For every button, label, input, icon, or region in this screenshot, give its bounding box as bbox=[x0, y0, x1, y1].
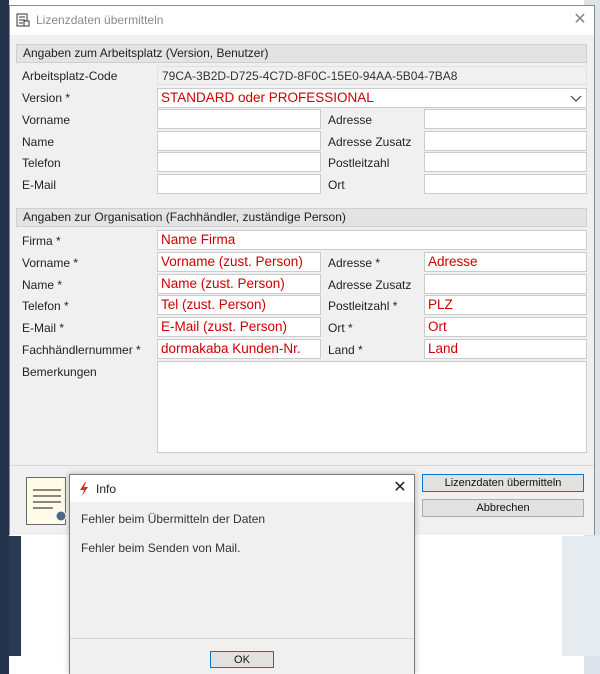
telefon-field[interactable] bbox=[157, 152, 321, 172]
certificate-icon bbox=[26, 477, 66, 525]
org-adresse-zusatz-label: Adresse Zusatz bbox=[328, 278, 412, 292]
info-title-bar bbox=[70, 475, 414, 502]
name-field[interactable] bbox=[157, 131, 321, 151]
org-vorname-label: Vorname * bbox=[22, 256, 79, 270]
telefon-label: Telefon bbox=[22, 156, 61, 170]
form-icon bbox=[16, 13, 30, 27]
vorname-field[interactable] bbox=[157, 109, 321, 129]
org-name-field[interactable]: Name (zust. Person) bbox=[157, 274, 321, 294]
firma-field[interactable]: Name Firma bbox=[157, 230, 587, 250]
adresse-zusatz-field[interactable] bbox=[424, 131, 587, 151]
firma-label: Firma * bbox=[22, 234, 61, 248]
org-postleitzahl-field[interactable]: PLZ bbox=[424, 295, 587, 315]
org-telefon-label: Telefon * bbox=[22, 299, 69, 313]
section-organisation-header: Angaben zur Organisation (Fachhändler, zuständige Person) bbox=[16, 208, 587, 227]
cancel-button[interactable]: Abbrechen bbox=[422, 499, 584, 517]
lightning-icon bbox=[79, 482, 89, 496]
org-name-label: Name * bbox=[22, 278, 63, 292]
ort-field[interactable] bbox=[424, 174, 587, 194]
org-email-field[interactable]: E-Mail (zust. Person) bbox=[157, 317, 321, 337]
org-postleitzahl-label: Postleitzahl * bbox=[328, 299, 398, 313]
org-ort-label: Ort * bbox=[328, 321, 353, 335]
ort-label: Ort bbox=[328, 178, 345, 192]
org-adresse-zusatz-field[interactable] bbox=[424, 274, 587, 294]
bemerkungen-label: Bemerkungen bbox=[22, 365, 97, 379]
version-label: Version * bbox=[22, 91, 71, 105]
workstation-code-label: Arbeitsplatz-Code bbox=[22, 69, 118, 83]
chevron-down-icon[interactable] bbox=[570, 90, 582, 108]
ok-button[interactable]: OK bbox=[210, 651, 274, 668]
email-label: E-Mail bbox=[22, 178, 57, 192]
org-adresse-field[interactable]: Adresse bbox=[424, 252, 587, 272]
name-label: Name bbox=[22, 135, 55, 149]
org-vorname-field[interactable]: Vorname (zust. Person) bbox=[157, 252, 321, 272]
dialog-title: Lizenzdaten übermitteln bbox=[36, 13, 164, 27]
desktop-background-panel bbox=[562, 536, 600, 656]
org-land-field[interactable]: Land bbox=[424, 339, 587, 359]
desktop-background-bottom bbox=[9, 536, 21, 656]
submit-license-button[interactable]: Lizenzdaten übermitteln bbox=[422, 474, 584, 492]
info-dialog bbox=[69, 474, 415, 674]
adresse-label: Adresse bbox=[328, 113, 373, 127]
postleitzahl-label: Postleitzahl bbox=[328, 156, 390, 170]
close-icon[interactable]: ✕ bbox=[573, 11, 587, 28]
org-telefon-field[interactable]: Tel (zust. Person) bbox=[157, 295, 321, 315]
version-value: STANDARD oder PROFESSIONAL bbox=[161, 90, 374, 105]
adresse-field[interactable] bbox=[424, 109, 587, 129]
org-adresse-label: Adresse * bbox=[328, 256, 381, 270]
desktop-background-left bbox=[0, 0, 9, 674]
info-close-icon[interactable]: ✕ bbox=[393, 479, 407, 496]
org-email-label: E-Mail * bbox=[22, 321, 65, 335]
license-dialog bbox=[9, 5, 595, 535]
postleitzahl-field[interactable] bbox=[424, 152, 587, 172]
section-workstation-header: Angaben zum Arbeitsplatz (Version, Benutzer) bbox=[16, 44, 587, 63]
fachhaendlernummer-label: Fachhändlernummer * bbox=[22, 343, 141, 357]
vorname-label: Vorname bbox=[22, 113, 71, 127]
fachhaendlernummer-field[interactable]: dormakaba Kunden-Nr. bbox=[157, 339, 321, 359]
workstation-code-field: 79CA-3B2D-D725-4C7D-8F0C-15E0-94AA-5B04-7BA8 bbox=[157, 66, 587, 85]
org-ort-field[interactable]: Ort bbox=[424, 317, 587, 337]
info-message-1: Fehler beim Übermitteln der Daten bbox=[81, 512, 266, 526]
org-land-label: Land * bbox=[328, 343, 363, 357]
bemerkungen-textarea[interactable] bbox=[157, 361, 587, 453]
email-field[interactable] bbox=[157, 174, 321, 194]
info-message-2: Fehler beim Senden von Mail. bbox=[81, 541, 241, 555]
version-select[interactable] bbox=[157, 88, 587, 108]
adresse-zusatz-label: Adresse Zusatz bbox=[328, 135, 412, 149]
title-bar bbox=[10, 6, 594, 35]
info-title: Info bbox=[96, 482, 117, 496]
